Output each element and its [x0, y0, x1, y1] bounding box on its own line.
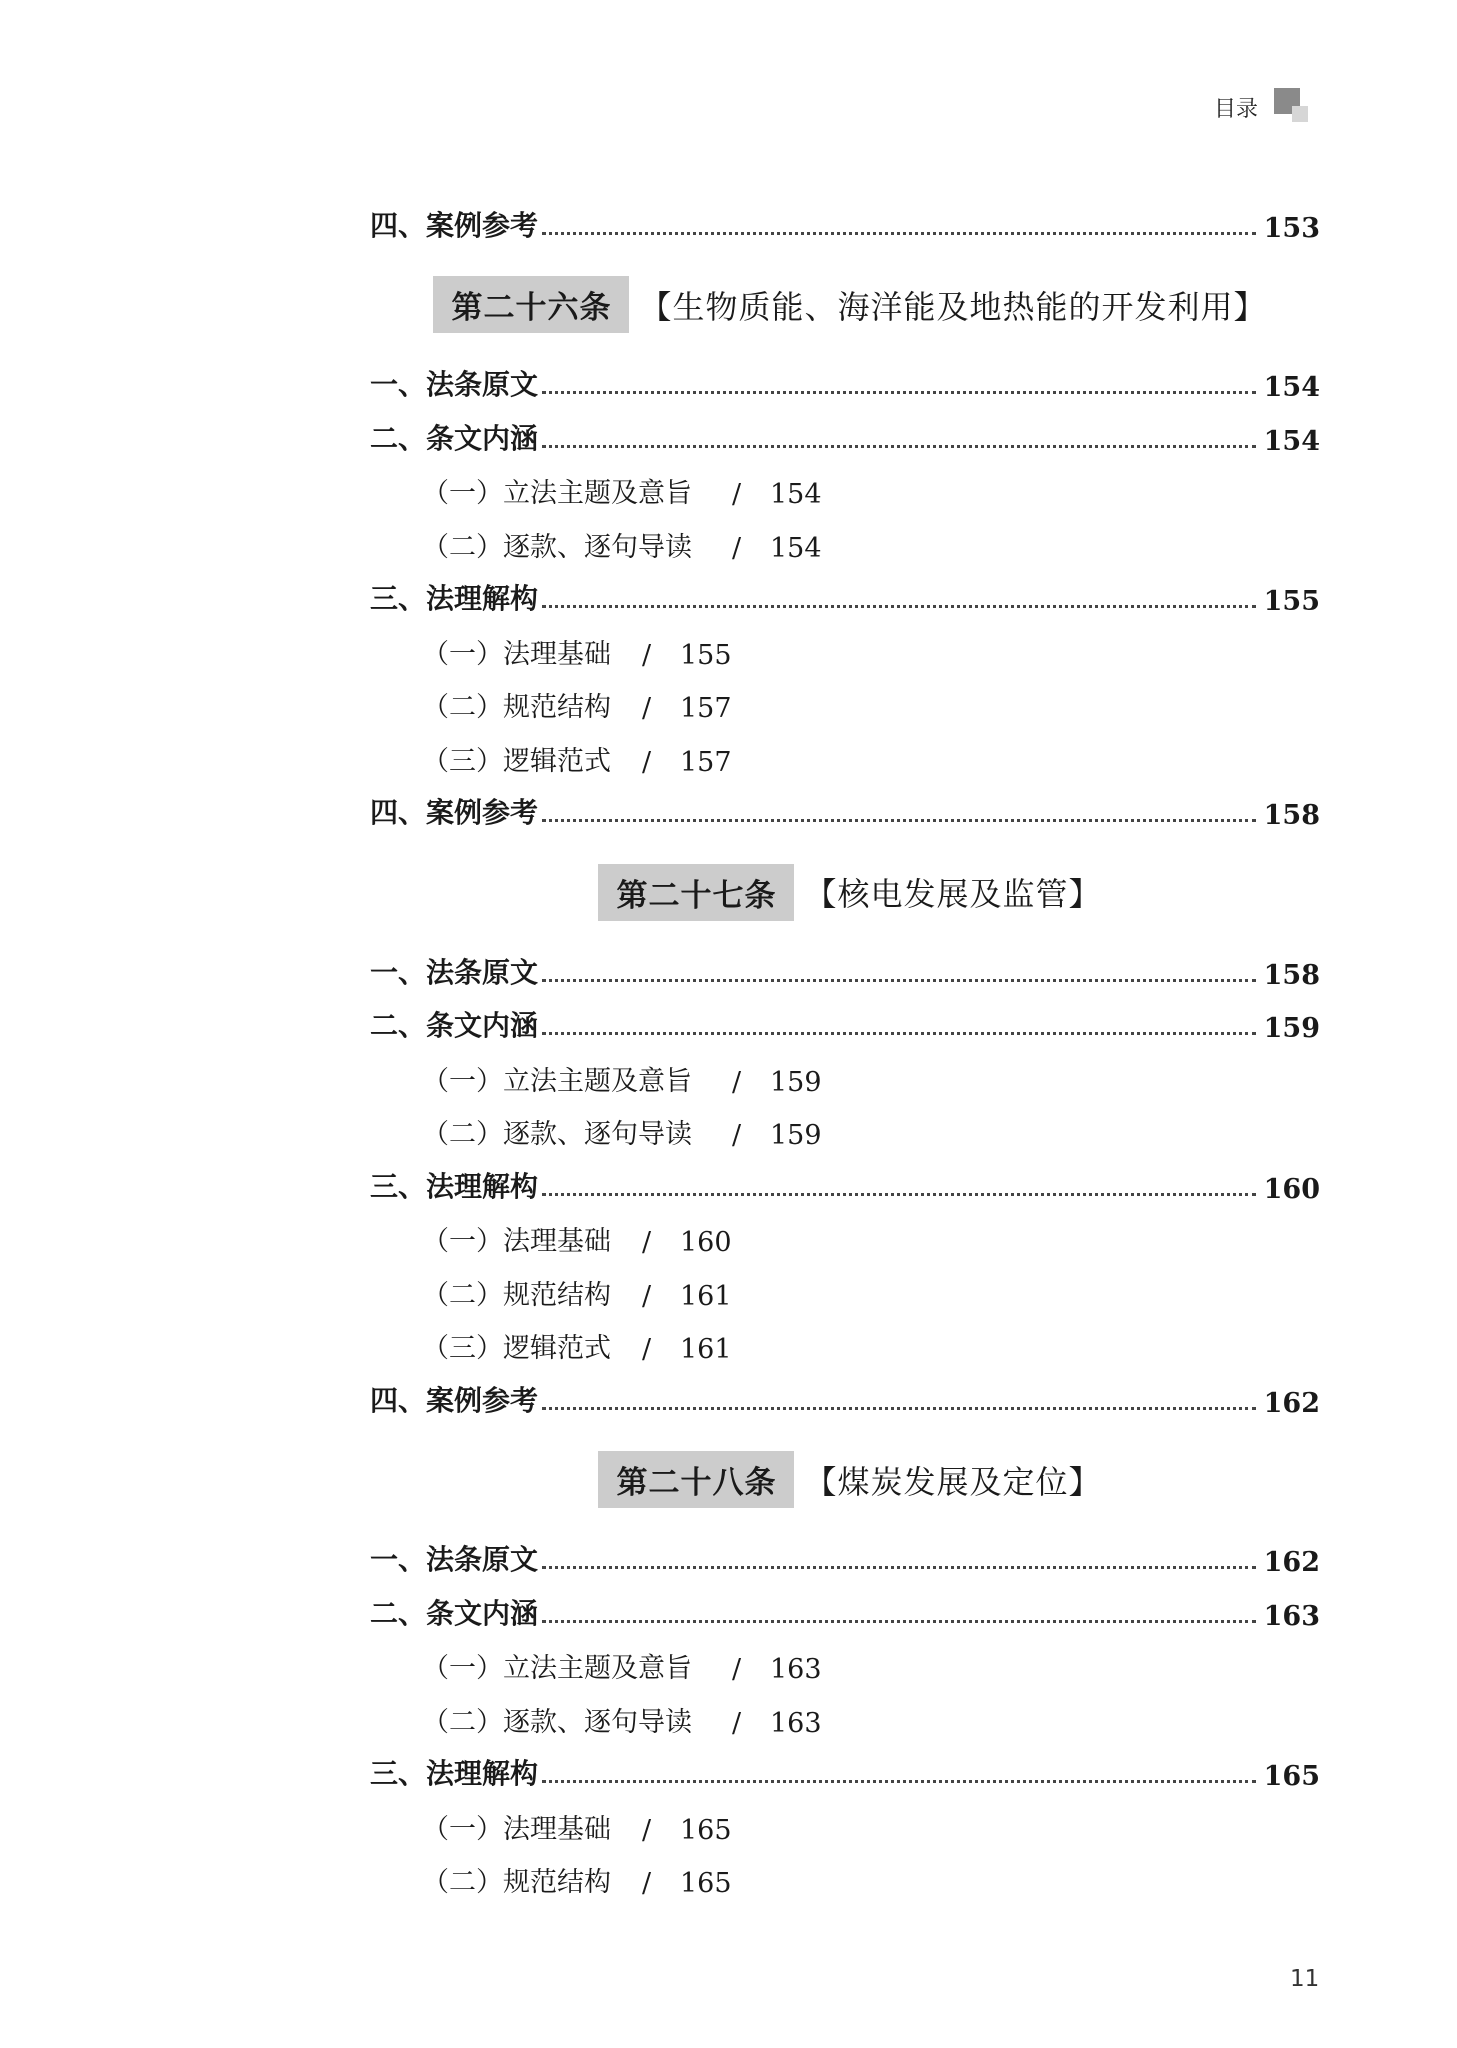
- dot-leader: [542, 1407, 1256, 1410]
- toc-section-label: 一、法条原文: [370, 368, 539, 401]
- article-number: 第二十七条: [598, 864, 794, 921]
- toc-page-number: 155: [1263, 586, 1320, 617]
- toc-subsection-entry: [370, 1854, 1320, 1908]
- toc-page-number: 163: [770, 1707, 822, 1739]
- toc-subsection-label: （二）规范结构: [422, 1279, 611, 1311]
- toc-subsection-label: （二）逐款、逐句导读: [422, 1119, 692, 1150]
- toc-subsection-entry: [370, 1640, 1320, 1694]
- toc-page-number: 154: [1263, 372, 1320, 403]
- toc-page-number: 163: [770, 1654, 822, 1685]
- toc-subsection-label: （一）法理基础: [422, 1813, 611, 1845]
- article-topic: 【生物质能、海洋能及地热能的开发利用】: [639, 287, 1267, 326]
- toc-subsection-entry: [370, 1266, 1320, 1320]
- toc-subsection-entry: [370, 1052, 1320, 1106]
- dot-leader: [542, 1780, 1256, 1783]
- toc-page-number: 159: [770, 1066, 822, 1098]
- toc-separator: /: [642, 1868, 652, 1899]
- dot-leader: [542, 605, 1256, 608]
- toc-section-entry: [370, 1373, 1320, 1427]
- toc-page-number: 160: [1263, 1173, 1320, 1205]
- toc-separator: /: [642, 746, 652, 778]
- page-number: 11: [1290, 1966, 1320, 1992]
- toc-section-entry: [370, 572, 1320, 626]
- toc-subsection-entry: [370, 465, 1320, 519]
- toc-section-entry: [370, 1533, 1320, 1587]
- toc-separator: /: [642, 693, 652, 724]
- toc-subsection-entry: [370, 518, 1320, 572]
- toc-page-number: 165: [1263, 1761, 1320, 1792]
- toc-subsection-label: （一）立法主题及意旨: [422, 1065, 692, 1097]
- toc-page-number: 155: [680, 639, 732, 671]
- toc-section-entry: [370, 1747, 1320, 1801]
- toc-page-number: 162: [1263, 1387, 1320, 1419]
- running-header-title: 目录: [1214, 97, 1259, 122]
- toc-subsection-label: （二）逐款、逐句导读: [422, 1706, 692, 1738]
- toc-section-entry: [370, 411, 1320, 465]
- dot-leader: [542, 979, 1256, 982]
- toc-separator: /: [732, 1066, 742, 1098]
- toc-section-label: 四、案例参考: [370, 796, 539, 829]
- article-topic: 【煤炭发展及定位】: [804, 1462, 1102, 1501]
- toc-section-label: 一、法条原文: [370, 1543, 539, 1576]
- toc-separator: /: [642, 1227, 652, 1258]
- dot-leader: [542, 232, 1256, 235]
- toc-article-heading: [370, 839, 1320, 945]
- dot-leader: [542, 1620, 1256, 1623]
- toc-page-number: 162: [1263, 1547, 1320, 1578]
- table-of-contents: [370, 198, 1320, 1907]
- toc-separator: /: [732, 479, 742, 510]
- toc-page-number: 161: [680, 1280, 732, 1312]
- toc-subsection-label: （二）规范结构: [422, 692, 611, 723]
- toc-page-number: 154: [770, 532, 822, 564]
- toc-subsection-label: （一）立法主题及意旨: [422, 1653, 692, 1684]
- toc-separator: /: [642, 639, 652, 671]
- toc-separator: /: [732, 1654, 742, 1685]
- toc-article-heading: [370, 1427, 1320, 1533]
- toc-page-number: 159: [1263, 1013, 1320, 1044]
- dot-leader: [542, 445, 1256, 448]
- toc-page-number: 153: [1263, 212, 1320, 244]
- toc-section-label: 三、法理解构: [370, 1169, 539, 1203]
- toc-section-label: 三、法理解构: [370, 582, 539, 615]
- toc-subsection-entry: [370, 732, 1320, 786]
- toc-subsection-label: （一）法理基础: [422, 638, 611, 670]
- toc-separator: /: [732, 1707, 742, 1739]
- toc-page-number: 160: [680, 1227, 732, 1258]
- toc-page-number: 154: [1263, 425, 1320, 457]
- toc-separator: /: [732, 1120, 742, 1151]
- dot-leader: [542, 1566, 1256, 1569]
- toc-section-label: 一、法条原文: [370, 955, 539, 989]
- toc-section-entry: [370, 1159, 1320, 1213]
- toc-subsection-label: （一）立法主题及意旨: [422, 478, 692, 509]
- header-decoration-icon: [1274, 88, 1310, 124]
- toc-section-label: 四、案例参考: [370, 208, 539, 242]
- toc-subsection-label: （二）规范结构: [422, 1867, 611, 1898]
- toc-section-entry: [370, 945, 1320, 999]
- toc-section-entry: [370, 786, 1320, 840]
- article-number: 第二十六条: [433, 276, 629, 333]
- toc-section-entry: [370, 1586, 1320, 1640]
- toc-subsection-entry: [370, 1693, 1320, 1747]
- toc-section-label: 四、案例参考: [370, 1383, 539, 1417]
- toc-separator: /: [642, 1814, 652, 1846]
- toc-subsection-entry: [370, 625, 1320, 679]
- article-number: 第二十八条: [598, 1451, 794, 1508]
- toc-subsection-label: （二）逐款、逐句导读: [422, 531, 692, 563]
- toc-page-number: 159: [770, 1120, 822, 1151]
- toc-section-entry: [370, 198, 1320, 252]
- toc-subsection-label: （三）逻辑范式: [422, 745, 611, 777]
- toc-separator: /: [642, 1334, 652, 1365]
- toc-page-number: 157: [680, 746, 732, 778]
- toc-separator: /: [732, 532, 742, 564]
- toc-page-number: 158: [1263, 800, 1320, 831]
- toc-subsection-label: （三）逻辑范式: [422, 1333, 611, 1364]
- toc-section-label: 二、条文内涵: [370, 1009, 539, 1042]
- dot-leader: [542, 391, 1256, 394]
- toc-section-entry: [370, 999, 1320, 1053]
- toc-section-label: 二、条文内涵: [370, 421, 539, 455]
- toc-subsection-label: （一）法理基础: [422, 1226, 611, 1257]
- toc-subsection-entry: [370, 1106, 1320, 1160]
- toc-page-number: 161: [680, 1334, 732, 1365]
- toc-section-label: 三、法理解构: [370, 1757, 539, 1790]
- dot-leader: [542, 1032, 1256, 1035]
- toc-subsection-entry: [370, 1213, 1320, 1267]
- dot-leader: [542, 1193, 1256, 1196]
- toc-subsection-entry: [370, 1320, 1320, 1374]
- toc-page-number: 165: [680, 1814, 732, 1846]
- toc-subsection-entry: [370, 1800, 1320, 1854]
- toc-page-number: 154: [770, 479, 822, 510]
- toc-subsection-entry: [370, 679, 1320, 733]
- toc-article-heading: [370, 252, 1320, 358]
- toc-page-number: 157: [680, 693, 732, 724]
- toc-section-label: 二、条文内涵: [370, 1596, 539, 1630]
- toc-page-number: 158: [1263, 959, 1320, 991]
- toc-section-entry: [370, 358, 1320, 412]
- dot-leader: [542, 819, 1256, 822]
- toc-page-number: 165: [680, 1868, 732, 1899]
- article-topic: 【核电发展及监管】: [804, 875, 1102, 913]
- toc-separator: /: [642, 1280, 652, 1312]
- toc-page-number: 163: [1263, 1600, 1320, 1632]
